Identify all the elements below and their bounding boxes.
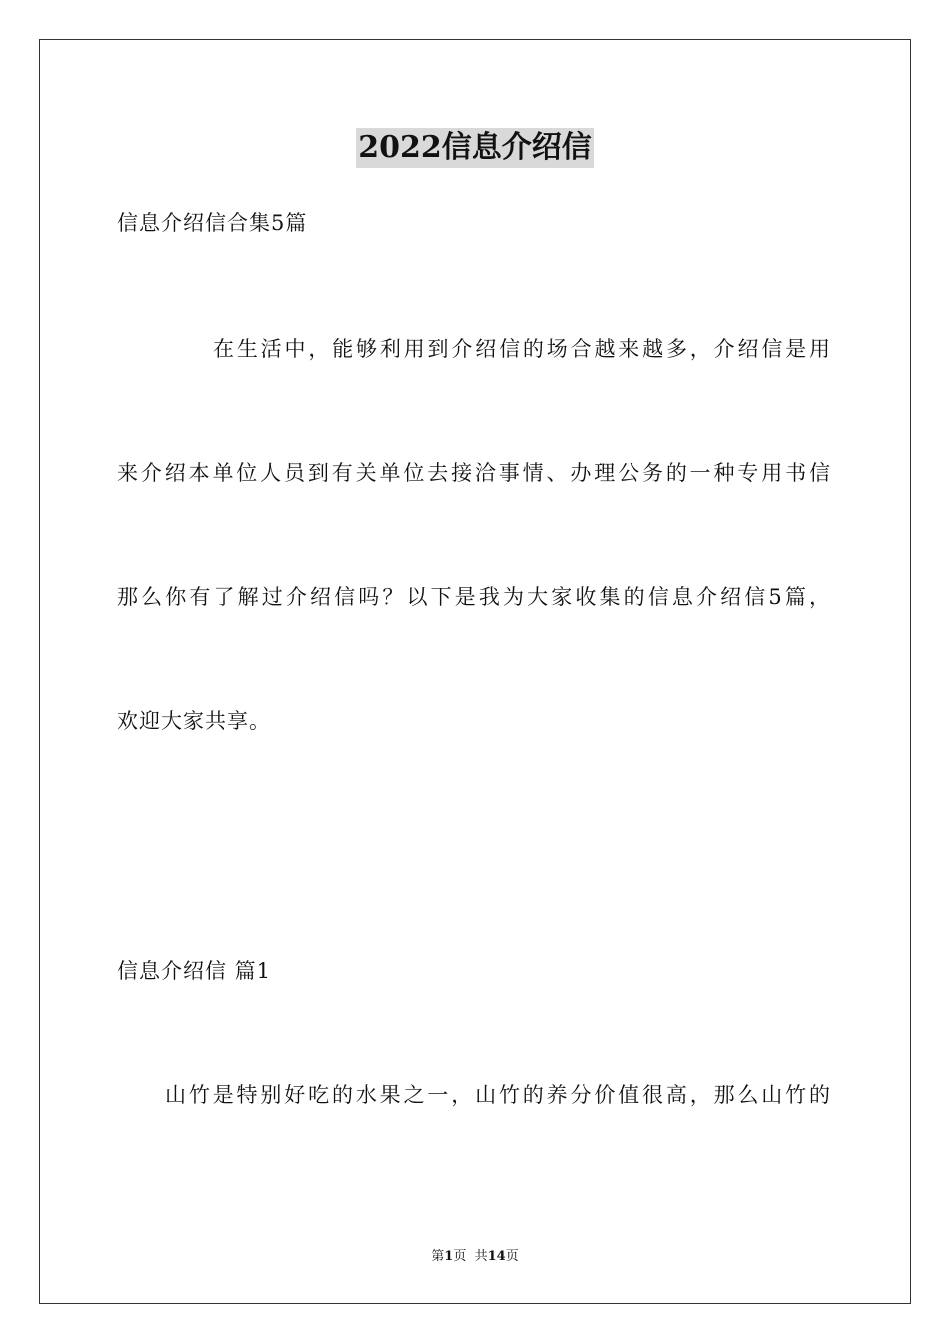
document-subtitle: 信息介绍信合集5篇	[117, 211, 308, 235]
section-line-1: 山竹是特别好吃的水果之一，山竹的养分价值很高，那么山竹的	[165, 1083, 831, 1107]
intro-line-2: 来介绍本单位人员到有关单位去接洽事情、办理公务的一种专用书信	[117, 461, 831, 485]
document-title: 2022信息介绍信	[356, 128, 594, 168]
footer-page-current: 1	[444, 1249, 454, 1264]
intro-line-1: 在生活中，能够利用到介绍信的场合越来越多，介绍信是用	[213, 337, 831, 361]
footer-prefix: 第	[431, 1249, 445, 1264]
page-footer	[0, 1248, 950, 1266]
footer-suffix: 页	[505, 1249, 519, 1264]
intro-line-3: 那么你有了解过介绍信吗？以下是我为大家收集的信息介绍信5篇，	[117, 585, 831, 609]
section-heading: 信息介绍信 篇1	[117, 959, 272, 983]
footer-mid: 页 共	[453, 1249, 488, 1264]
footer-page-total: 14	[487, 1249, 506, 1264]
intro-line-4: 欢迎大家共享。	[117, 709, 271, 733]
title-container	[0, 128, 950, 168]
